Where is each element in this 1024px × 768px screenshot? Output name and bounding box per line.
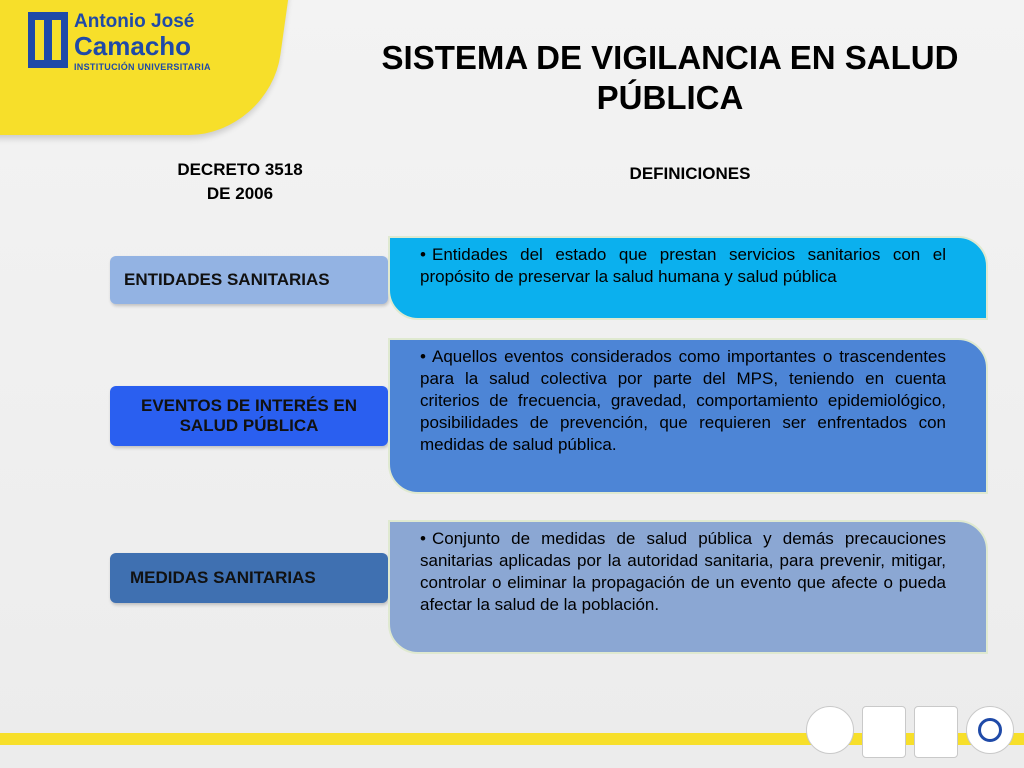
definition-text: Entidades del estado que prestan servicios sanitarios con el propósito de preservar la salud humana y salud pública	[420, 245, 946, 286]
definition-text: Conjunto de medidas de salud pública y demás precauciones sanitarias aplicadas por la autoridad sanitaria, para prevenir, mitigar, controlar o eliminar la propagación de un evento que afecte o pueda afectar la salud de la población.	[420, 529, 946, 614]
right-column-header: DEFINICIONES	[629, 164, 751, 183]
term-label: ENTIDADES SANITARIAS	[124, 270, 330, 289]
logo-line-1: Antonio José	[74, 11, 195, 32]
bullet-icon: •	[420, 347, 426, 366]
term-eventos-interes	[110, 386, 388, 446]
definition-text: Aquellos eventos considerados como importantes o trascendentes para la salud colectiva por parte del MPS, teniendo en cuenta criterios de frecuencia, gravedad, comportamiento epidemiológico, posibilidades de prevención, que requieren ser enfrentados con medidas de salud pública.	[420, 347, 946, 454]
definition-entidades-sanitarias	[388, 236, 988, 320]
slide-title: SISTEMA DE VIGILANCIA EN SALUD PÚBLICA	[381, 39, 959, 116]
term-label: EVENTOS DE INTERÉS EN SALUD PÚBLICA	[140, 396, 357, 435]
certification-badge-icon	[914, 706, 958, 758]
logo-line-3: INSTITUCIÓN UNIVERSITARIA	[74, 62, 211, 72]
institution-logo	[28, 12, 211, 72]
term-label: MEDIDAS SANITARIAS	[130, 568, 316, 587]
term-entidades-sanitarias	[110, 256, 388, 304]
logo-text	[74, 12, 211, 72]
definition-medidas-sanitarias	[388, 520, 988, 654]
certification-badge-icon	[862, 706, 906, 758]
logo-mark-icon	[28, 12, 68, 68]
certification-badges	[806, 706, 1014, 758]
term-medidas-sanitarias	[110, 553, 388, 603]
bullet-icon: •	[420, 245, 426, 264]
icontec-icon	[966, 706, 1014, 754]
colombia-seal-icon	[806, 706, 854, 754]
bullet-icon: •	[420, 529, 426, 548]
definition-eventos-interes	[388, 338, 988, 494]
left-column-header: DECRETO 3518 DE 2006	[177, 160, 303, 203]
logo-line-2: Camacho	[74, 31, 192, 61]
